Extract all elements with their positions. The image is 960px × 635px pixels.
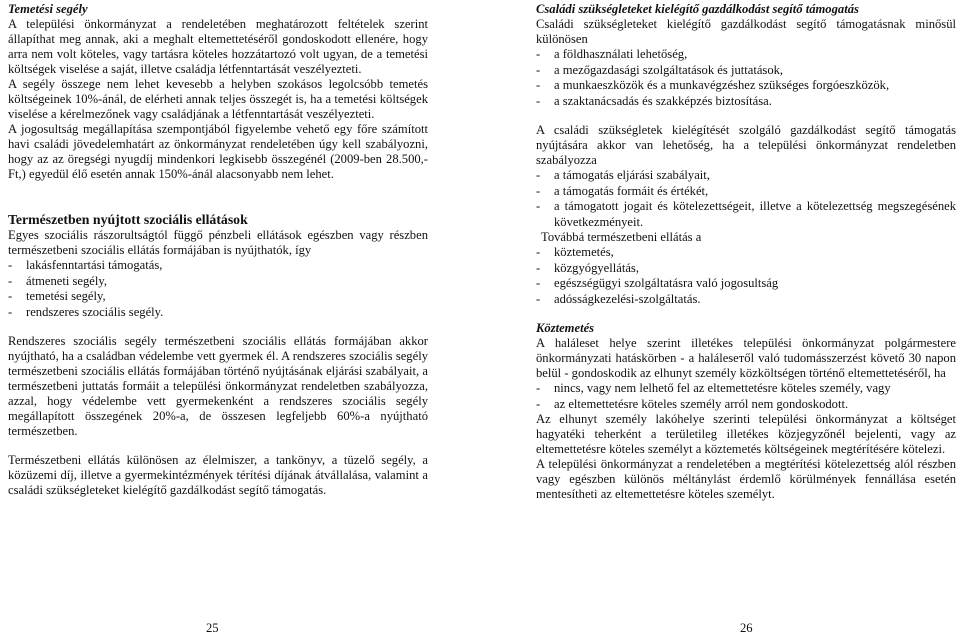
- list-item: - a földhasználati lehetőség,: [536, 47, 688, 61]
- paragraph: Rendszeres szociális segély természetbeni szociális ellátás formájában akkor nyújtható, ha a családban védelembe vett gyermek él. A rendszeres szociális segély természetbeni szociális ellátás formájában történő nyújtásának eljárási szabályait, a természetbeni juttatás formáit a települési önkormányzat rendeletben szabályozza, azzal, hogy védelembe vett gyermekenként a rendszeres szociális segély megállapított összegének 20%-a, de összesen legfeljebb 60%-a nyújtható természetben.: [8, 334, 428, 438]
- list-item: - nincs, vagy nem lelhető fel az eltemettetésre köteles személy, vagy: [536, 381, 891, 395]
- paragraph: Egyes szociális rászorultságtól függő pénzbeli ellátások egészben vagy részben természetbeni szociális ellátás formájában is nyújthatók, így: [8, 228, 428, 257]
- list-item: - átmeneti segély,: [8, 273, 108, 288]
- paragraph: A települési önkormányzat a rendeletében a megtérítési kötelezettség alól részben vagy egészben különös méltánylást érdemlő körülmények fennállása esetén mentesítheti az eltemettetésre köteles személyt.: [536, 457, 956, 501]
- section-title-temetesi: Temetési segély: [8, 2, 88, 16]
- list-item: - a támogatás eljárási szabályait,: [536, 168, 710, 182]
- paragraph: A jogosultság megállapítása szempontjából figyelembe vehető egy főre számított havi családi jövedelemhatárt az önkormányzat rendeletében úgy kell szabályozni, hogy az az öregségi nyugdíj mindenkori legkisebb összegénél (2009-ben 28.500,- Ft,) egyedül élő esetén annak 150%-ánál alacsonyabb nem lehet.: [8, 122, 428, 181]
- list-item: - lakásfenntartási támogatás,: [8, 258, 163, 272]
- list-item: - a mezőgazdasági szolgáltatások és juttatások,: [536, 62, 784, 77]
- paragraph: Az elhunyt személy lakóhelye szerinti települési önkormányzat a költséget hagyatéki teherként a területileg illetékes közjegyzőnél bejelenti, vagy az eltemettetésre köteles személyt a köztemetés költségeinek megtérítésére kötelezi.: [536, 412, 956, 456]
- paragraph: A családi szükségletek kielégítését szolgáló gazdálkodást segítő támogatás nyújtására akkor van lehetőség, ha a települési önkormányzat rendeletben szabályozza: [536, 123, 956, 167]
- paragraph: Természetbeni ellátás különösen az élelmiszer, a tankönyv, a tüzelő segély, a közüzemi díj, illetve a gyermekintézmények térítési díjának átvállalása, valamint a családi szükségleteket kielégítő gazdálkodást segítő támogatás.: [8, 453, 428, 497]
- bullet-list: [536, 381, 956, 412]
- list-item: - rendszeres szociális segély.: [8, 304, 164, 319]
- list-item: - egészségügyi szolgáltatásra való jogosultság: [536, 276, 779, 290]
- section-title-termeszetben: Természetben nyújtott szociális ellátások: [8, 212, 248, 227]
- left-column: [8, 2, 428, 498]
- list-item: - a munkaeszközök és a munkavégzéshez szükséges forgóeszközök,: [536, 78, 890, 92]
- paragraph: Családi szükségleteket kielégítő gazdálkodást segítő támogatásnak minősül különösen: [536, 17, 956, 46]
- right-column: [536, 2, 956, 502]
- paragraph: Továbbá természetbeni ellátás a: [541, 230, 702, 244]
- list-item: - az eltemettetésre köteles személy arról nem gondoskodott.: [536, 396, 849, 411]
- list-item: - köztemetés,: [536, 245, 614, 259]
- paragraph: A segély összege nem lehet kevesebb a helyben szokásos legolcsóbb temetés költségeinek 10%-ánál, de elérheti annak teljes összegét is, ha a temetési költségek viselése a kérelmezőnek vagy családjának a létfenntartását veszélyezteti.: [8, 77, 428, 121]
- list-item: - temetési segély,: [8, 289, 106, 303]
- page-number-left: 25: [206, 621, 219, 635]
- paragraph: A haláleset helye szerint illetékes települési önkormányzat polgármestere önkormányzati hatáskörben - a haláleseтől való tudomásszerzést követő 30 napon belül - gondoskodik az elhunyt személy közköltségen történő eltemettetéséről, ha: [536, 336, 956, 380]
- paragraph: A települési önkormányzat a rendeletében meghatározott feltételek szerint állapíthat meg annak, aki a meghalt eltemettetéséről gondoskodott ellenére, hogy arra nem volt köteles, vagy tartásra köteles hozzátartozó volt ugyan, de a temetési költségek viselése a saját, illetve családja létfenntartását veszélyezteti.: [8, 17, 428, 76]
- bullet-list: [536, 168, 956, 230]
- bullet-list: [8, 258, 428, 320]
- list-item: - közgyógyellátás,: [536, 260, 639, 275]
- list-item: - a szaktanácsadás és szakképzés biztosítása.: [536, 93, 772, 108]
- section-title-koztemetes: Köztemetés: [536, 321, 595, 335]
- section-title-csaladi: Családi szükségleteket kielégítő gazdálkodást segítő támogatás: [536, 2, 859, 16]
- bullet-list: [536, 245, 956, 307]
- list-item: - a támogatás formáit és értékét,: [536, 183, 709, 198]
- list-item: - adósságkezelési-szolgáltatás.: [536, 291, 701, 306]
- page-number-right: 26: [740, 621, 753, 635]
- bullet-list: [536, 47, 956, 109]
- list-item: - a támogatott jogait és kötelezettségeit, illetve a kötelezettség megszegésének következményeit.: [536, 199, 956, 229]
